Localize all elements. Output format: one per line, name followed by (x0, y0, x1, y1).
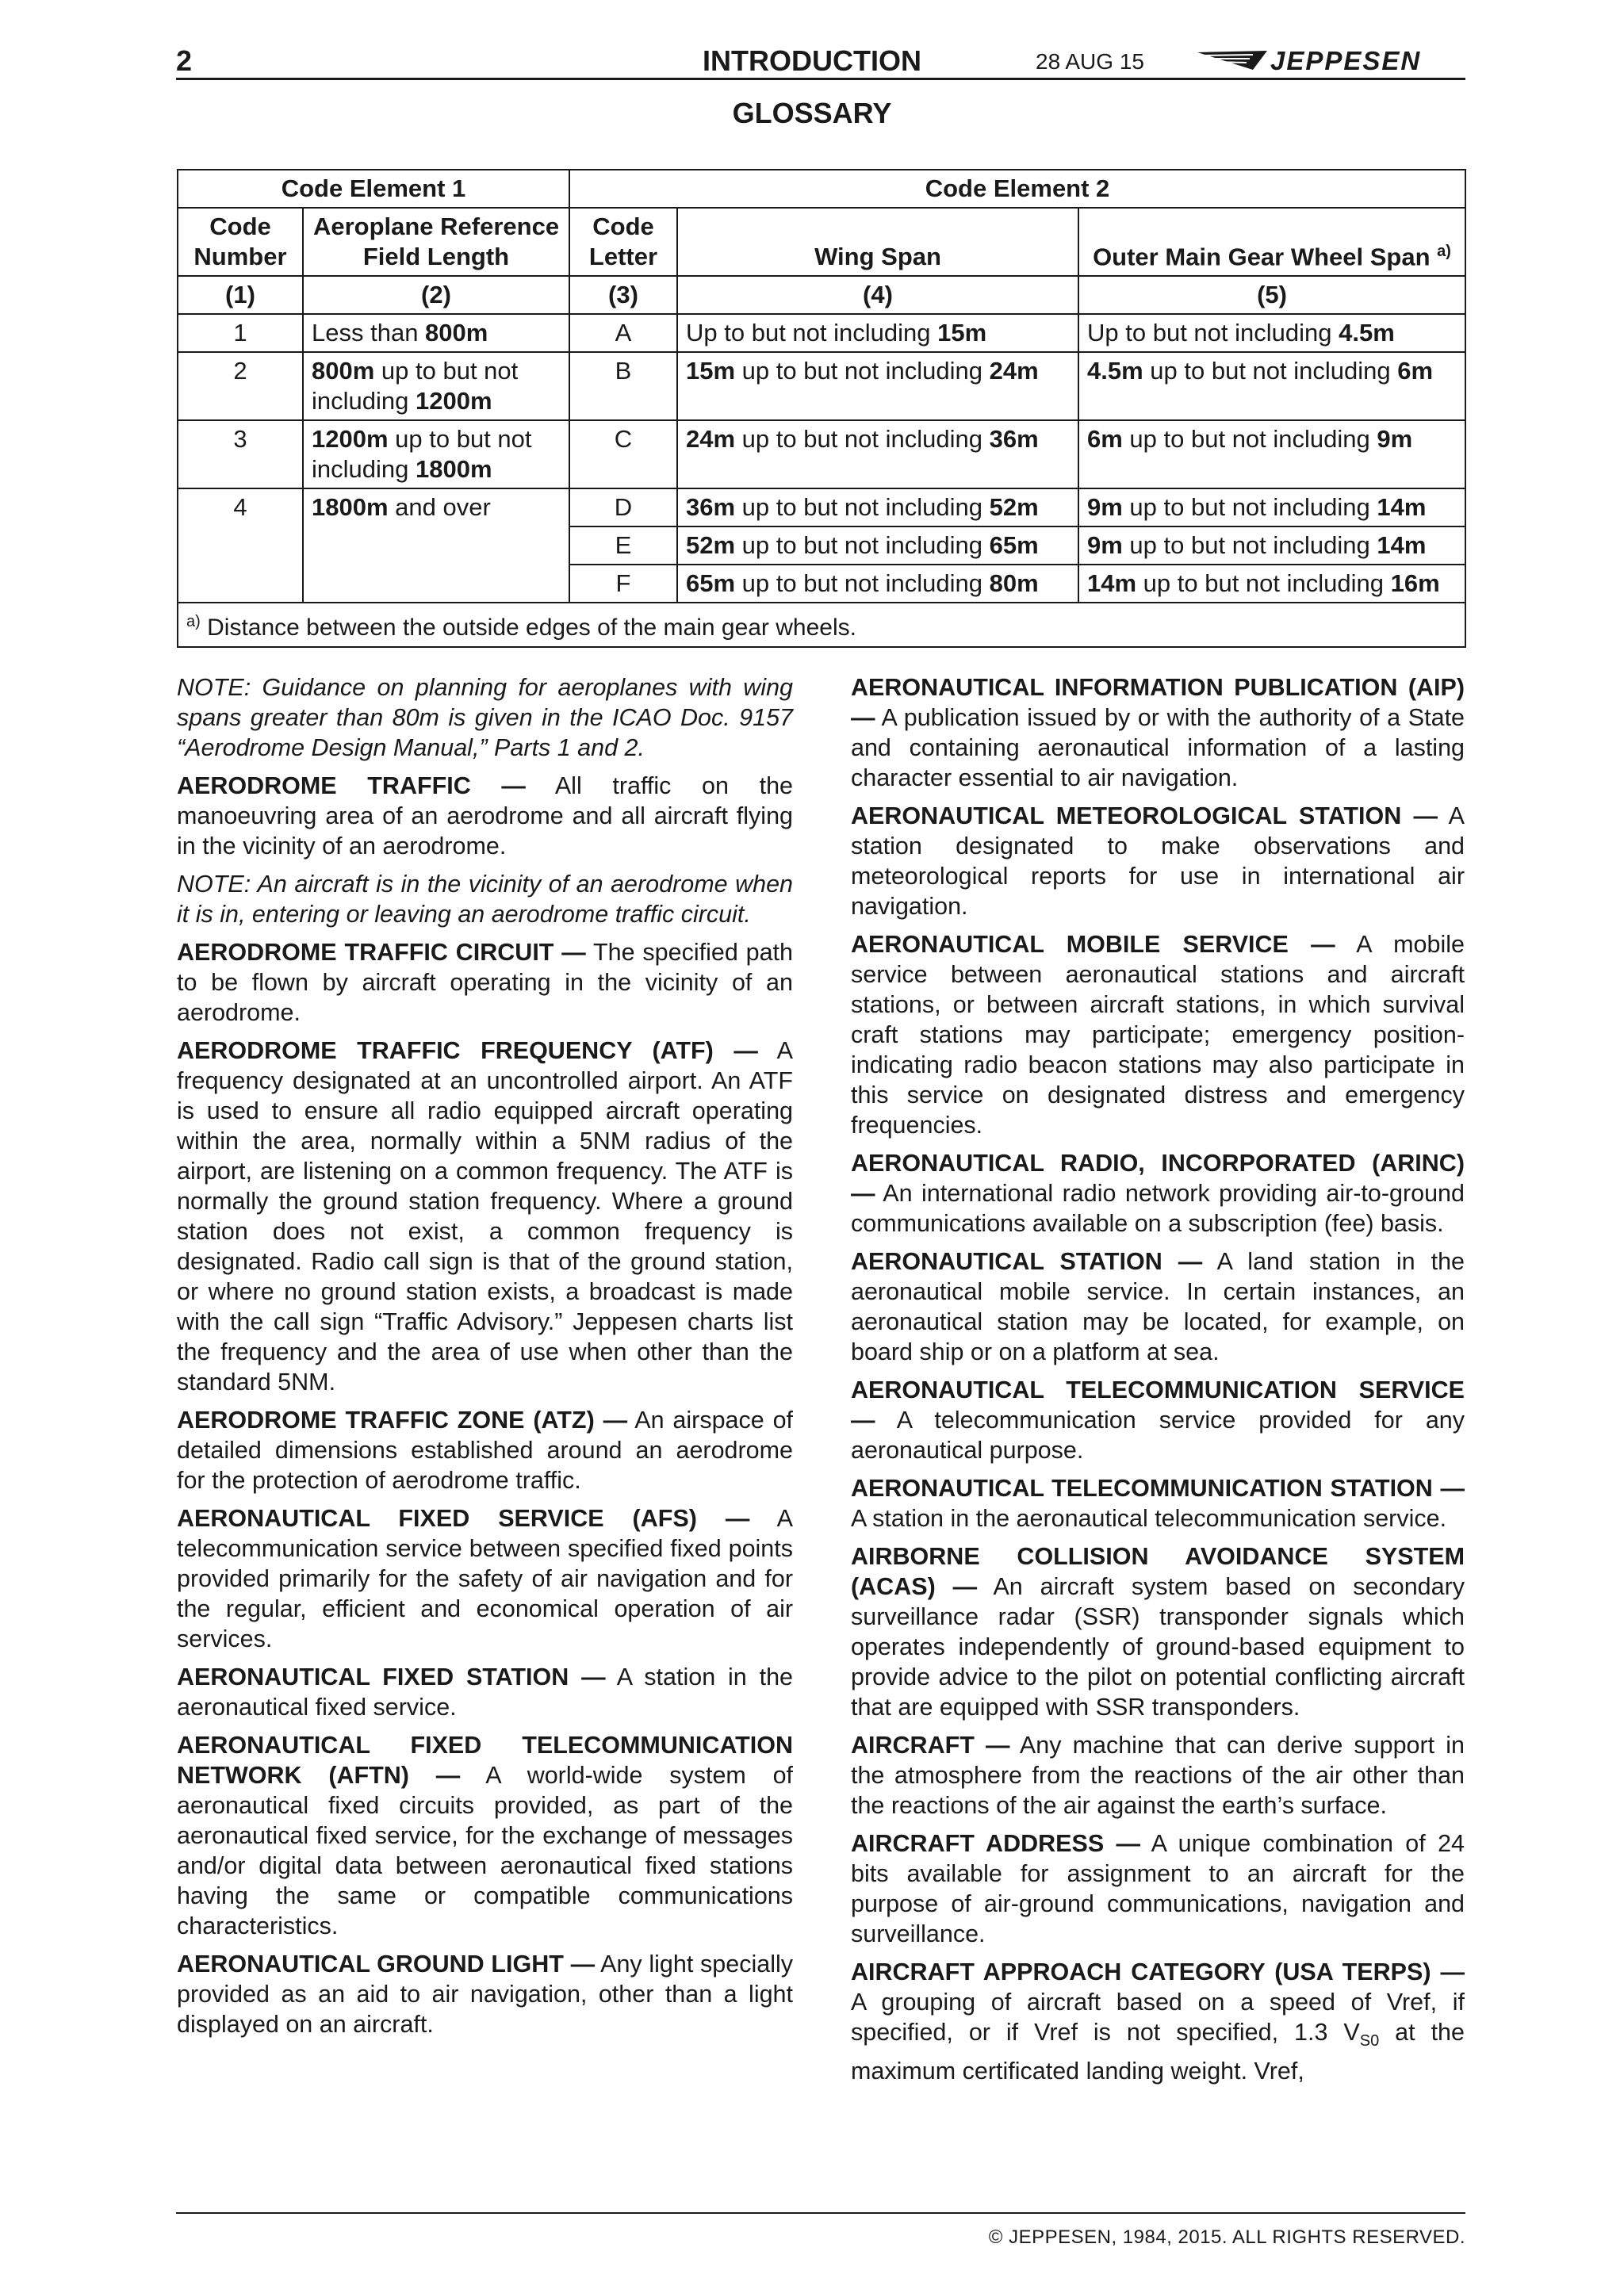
code-number-cell: 3 (178, 420, 303, 488)
subscript: S0 (1359, 2032, 1380, 2050)
table-footnote-row (178, 603, 1465, 647)
glossary-note: NOTE: Guidance on planning for aeroplanes with wing spans greater than 80m is given in the ICAO Doc. 9157 “Aerodrome Design Manual,” Parts 1 and 2. (177, 674, 793, 761)
glossary-entry: AIRCRAFT ADDRESS — A unique combination of 24 bits available for assignment to an aircraft for the purpose of air-ground communications, navigation and surveillance. (851, 1830, 1465, 1947)
wing-span-cell: 36m up to but not including 52m (677, 488, 1078, 526)
glossary-term: AERODROME TRAFFIC ZONE (ATZ) — (177, 1407, 628, 1434)
gear-span-cell: 4.5m up to but not including 6m (1078, 352, 1465, 420)
glossary-right-column (851, 672, 1465, 2094)
glossary-term: AERONAUTICAL RADIO, INCORPORATED (ARINC) — (851, 1150, 1465, 1207)
footer-rule (176, 2212, 1465, 2214)
glossary-note: NOTE: An aircraft is in the vicinity of an aerodrome when it is in, entering or leaving an aerodrome traffic circuit. (177, 871, 793, 928)
glossary-term: AERONAUTICAL TELECOMMUNICATION STATION — (851, 1475, 1465, 1502)
field-length-cell: 1800m and over (303, 488, 569, 526)
glossary-left-column (177, 672, 793, 2047)
table-row (178, 526, 1465, 565)
glossary-term: AIRCRAFT APPROACH CATEGORY (USA TERPS) — (851, 1958, 1465, 1985)
gear-span-cell: Up to but not including 4.5m (1078, 314, 1465, 352)
code-letter-cell: B (569, 352, 677, 420)
table-column-header: Code Letter (569, 208, 677, 276)
glossary-term: AERONAUTICAL FIXED STATION — (177, 1664, 606, 1690)
glossary-term: AERONAUTICAL FIXED SERVICE (AFS) — (177, 1505, 750, 1532)
page-number: 2 (176, 44, 193, 77)
code-letter-cell: A (569, 314, 677, 352)
gear-span-cell: 6m up to but not including 9m (1078, 420, 1465, 488)
brand-name: JEPPESEN (1270, 46, 1422, 75)
table-column-header: Aeroplane Reference Field Length (303, 208, 569, 276)
footnote-marker: a) (1437, 242, 1451, 260)
glossary-entry: AIRCRAFT APPROACH CATEGORY (USA TERPS) — A grouping of aircraft based on a speed of Vref, if specified, or if Vref is not specified, 1.3 $V_{S0}$ at the maximum certificated landing weight. Vref, (851, 1958, 1465, 2085)
glossary-term: AIRCRAFT ADDRESS — (851, 1830, 1141, 1857)
table-column-header-row (178, 208, 1465, 276)
table-row (178, 488, 1465, 526)
aerodrome-reference-code-table (177, 169, 1466, 648)
glossary-entry: AERODROME TRAFFIC ZONE (ATZ) — An airspace of detailed dimensions established around an aerodrome for the protection of aerodrome traffic. (177, 1407, 794, 1494)
table-column-index: (3) (569, 276, 677, 314)
table-column-header: Outer Main Gear Wheel Span $^{a)}$ (1078, 208, 1465, 276)
code-number-cell: 4 (178, 488, 303, 526)
table-column-index: (4) (677, 276, 1078, 314)
table-row (178, 420, 1465, 488)
glossary-entry: AERONAUTICAL INFORMATION PUBLICATION (AIP) — A publication issued by or with the authority of a State and containing aeronautical information of a lasting character essential to air navigation. (851, 674, 1465, 791)
table-column-index: (1) (178, 276, 303, 314)
chapter-title: INTRODUCTION (703, 44, 921, 77)
empty-cell (178, 565, 303, 603)
table-footnote: $^{a)}$ Distance between the outside edges of the main gear wheels. (178, 603, 1465, 647)
glossary-entry: AERONAUTICAL TELECOMMUNICATION STATION — A station in the aeronautical telecommunication service. (851, 1475, 1465, 1532)
glossary-entry: AERONAUTICAL GROUND LIGHT — Any light specially provided as an aid to air navigation, other than a light displayed on an aircraft. (177, 1951, 793, 2038)
table-row (178, 352, 1465, 420)
field-length-cell: 800m up to but not including 1200m (303, 352, 569, 420)
empty-cell (178, 526, 303, 565)
glossary-entry: AIRCRAFT — Any machine that can derive support in the atmosphere from the reactions of the air other than the reactions of the air against the earth’s surface. (851, 1732, 1465, 1819)
copyright-notice: © JEPPESEN, 1984, 2015. ALL RIGHTS RESERVED. (988, 2226, 1465, 2248)
glossary-entry: AERODROME TRAFFIC CIRCUIT — The specified path to be flown by aircraft operating in the vicinity of an aerodrome. (177, 939, 793, 1026)
table-column-header: Wing Span (677, 208, 1078, 276)
table-group-header-row (178, 170, 1465, 208)
header-rule (176, 78, 1465, 80)
glossary-term: AERONAUTICAL METEOROLOGICAL STATION — (851, 802, 1438, 829)
glossary-term: AERONAUTICAL MOBILE SERVICE — (851, 931, 1335, 958)
wing-span-cell: Up to but not including 15m (677, 314, 1078, 352)
glossary-entry: AERONAUTICAL METEOROLOGICAL STATION — A station designated to make observations and meteorological reports for use in international air navigation. (851, 802, 1465, 920)
table-group-header: Code Element 2 (569, 170, 1465, 208)
brand-swoosh-icon (1197, 49, 1270, 71)
table-group-header: Code Element 1 (178, 170, 569, 208)
glossary-term: AERODROME TRAFFIC FREQUENCY (ATF) — (177, 1037, 758, 1064)
wing-span-cell: 65m up to but not including 80m (677, 565, 1078, 603)
glossary-entry: AIRBORNE COLLISION AVOIDANCE SYSTEM (ACAS) — An aircraft system based on secondary surveillance radar (SSR) transponder signals which operates independently of ground-based equipment to provide advice to the pilot on potential conflicting aircraft that are equipped with SSR transponders. (851, 1543, 1465, 1721)
table-row (178, 565, 1465, 603)
glossary-entry: AERODROME TRAFFIC FREQUENCY (ATF) — A frequency designated at an uncontrolled airport. An ATF is used to ensure all radio equipped aircraft operating within the area, normally within a 5NM radius of the airport, are listening on a common frequency. The ATF is normally the ground station frequency. Where a ground station does not exist, a common frequency is designated. Radio call sign is that of the ground station, or where no ground station exists, a broadcast is made with the call sign “Traffic Advisory.” Jeppesen charts list the frequency and the area of use when other than the standard 5NM. (177, 1037, 793, 1396)
wing-span-cell: 15m up to but not including 24m (677, 352, 1078, 420)
field-length-cell: 1200m up to but not including 1800m (303, 420, 569, 488)
footnote-marker: a) (186, 613, 201, 630)
glossary-term: AERONAUTICAL FIXED TELECOMMUNICATION NETWORK (AFTN) — (177, 1732, 793, 1789)
glossary-entry: AERONAUTICAL RADIO, INCORPORATED (ARINC) — An international radio network providing air-to-ground communications available on a subscription (fee) basis. (851, 1150, 1465, 1237)
table-index-row (178, 276, 1465, 314)
brand-logo (1197, 44, 1464, 76)
glossary-entry: AERONAUTICAL FIXED SERVICE (AFS) — A telecommunication service between specified fixed points provided primarily for the safety of air navigation and for the regular, efficient and economical operation of air services. (177, 1505, 794, 1652)
gear-span-cell: 9m up to but not including 14m (1078, 526, 1465, 565)
gear-span-cell: 9m up to but not including 14m (1078, 488, 1465, 526)
glossary-entry: AERONAUTICAL FIXED TELECOMMUNICATION NETWORK (AFTN) — A world-wide system of aeronautical fixed circuits provided, as part of the aeronautical fixed service, for the exchange of messages and/or digital data between aeronautical fixed stations having the same or compatible communications characteristics. (177, 1732, 793, 1939)
table-column-index: (2) (303, 276, 569, 314)
glossary-term: AERODROME TRAFFIC — (177, 772, 526, 799)
glossary-term: AERONAUTICAL TELECOMMUNICATION SERVICE — (851, 1376, 1465, 1434)
code-letter-cell: D (569, 488, 677, 526)
code-number-cell: 1 (178, 314, 303, 352)
empty-cell (303, 526, 569, 565)
code-letter-cell: C (569, 420, 677, 488)
glossary-entry: AERONAUTICAL TELECOMMUNICATION SERVICE — A telecommunication service provided for any aeronautical purpose. (851, 1376, 1465, 1464)
code-number-cell: 2 (178, 352, 303, 420)
code-letter-cell: E (569, 526, 677, 565)
glossary-term: AERONAUTICAL INFORMATION PUBLICATION (AIP) — (851, 674, 1465, 731)
glossary-entry: AERONAUTICAL FIXED STATION — A station in the aeronautical fixed service. (177, 1664, 793, 1721)
glossary-term: AERODROME TRAFFIC CIRCUIT — (177, 939, 586, 966)
table-column-index: (5) (1078, 276, 1465, 314)
empty-cell (303, 565, 569, 603)
revision-date: 28 AUG 15 (1036, 49, 1144, 74)
glossary-entry: AERODROME TRAFFIC — All traffic on the manoeuvring area of an aerodrome and all aircraft flying in the vicinity of an aerodrome. (177, 772, 793, 860)
section-title: GLOSSARY (732, 97, 892, 129)
glossary-term: AIRCRAFT — (851, 1732, 1010, 1759)
glossary-term: AIRBORNE COLLISION AVOIDANCE SYSTEM (ACAS) — (851, 1543, 1465, 1600)
code-letter-cell: F (569, 565, 677, 603)
gear-span-cell: 14m up to but not including 16m (1078, 565, 1465, 603)
glossary-term: AERONAUTICAL GROUND LIGHT — (177, 1951, 596, 1978)
glossary-entry: AERONAUTICAL MOBILE SERVICE — A mobile service between aeronautical stations and aircraft stations, or between aircraft stations, in which survival craft stations may participate; emergency position-indicating radio beacon stations may also participate in this service on designated distress and emergency frequencies. (851, 931, 1465, 1139)
glossary-term: AERONAUTICAL STATION — (851, 1248, 1203, 1275)
wing-span-cell: 24m up to but not including 36m (677, 420, 1078, 488)
table-column-header: Code Number (178, 208, 303, 276)
field-length-cell: Less than 800m (303, 314, 569, 352)
table-row (178, 314, 1465, 352)
glossary-entry: AERONAUTICAL STATION — A land station in the aeronautical mobile service. In certain instances, an aeronautical station may be located, for example, on board ship or on a platform at sea. (851, 1248, 1465, 1365)
wing-span-cell: 52m up to but not including 65m (677, 526, 1078, 565)
